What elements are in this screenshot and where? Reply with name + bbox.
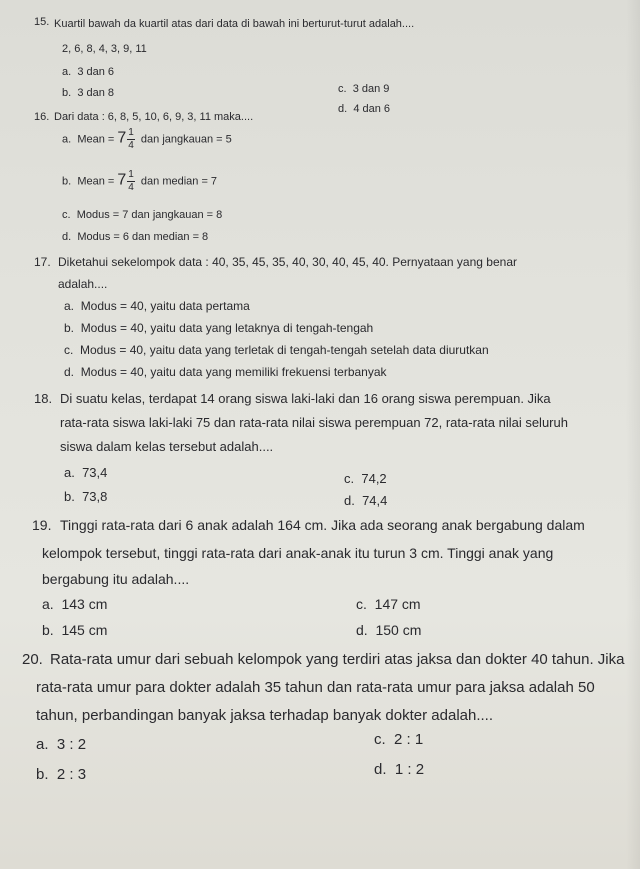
option-text: 3 : 2: [56, 736, 87, 753]
option-text: 2 : 1: [394, 731, 424, 748]
q19-option-a: [42, 597, 107, 611]
q16-option-d: [62, 232, 208, 243]
q15-option-b: [62, 88, 114, 99]
q15-option-a: [62, 67, 114, 78]
q17-option-b: [64, 322, 373, 334]
option-letter: b.: [36, 766, 49, 783]
q19-question-line1: Tinggi rata-rata dari 6 anak adalah 164 cm. Jika ada seorang anak bergabung dalam: [60, 517, 585, 533]
option-text: Modus = 40, yaitu data pertama: [80, 299, 250, 313]
option-text: 74,4: [362, 493, 388, 508]
q20-option-b: [36, 767, 86, 782]
fraction: $\frac{1}{4}$: [128, 169, 134, 193]
option-letter: d.: [374, 761, 387, 778]
q16-question: Dari data : 6, 8, 5, 10, 6, 9, 3, 11 maka....: [54, 111, 254, 123]
q15-question: Kuartil bawah da kuartil atas dari data di bawah ini berturut-turut adalah....: [54, 18, 415, 30]
q15-option-d: [338, 104, 390, 115]
q19-question-line2: kelompok tersebut, tinggi rata-rata dari anak-anak itu turun 3 cm. Tinggi anak yang: [42, 545, 554, 561]
q18-option-b: [64, 490, 107, 503]
option-text: 3 dan 8: [77, 87, 115, 99]
q18-question-line3: siswa dalam kelas tersebut adalah....: [60, 439, 274, 454]
q19-option-b: [42, 623, 107, 637]
q18-number: 18.: [34, 391, 53, 406]
option-letter: c.: [62, 209, 71, 221]
option-text: 2 : 3: [56, 766, 87, 783]
option-letter: a.: [62, 66, 72, 78]
q18-question-line2: rata-rata siswa laki-laki 75 dan rata-rata nilai siswa perempuan 72, rata-rata nilai seluruh: [60, 415, 568, 430]
q20-option-a: [36, 737, 86, 752]
option-letter: a.: [64, 465, 75, 480]
q18-question-line1: Di suatu kelas, terdapat 14 orang siswa laki-laki dan 16 orang siswa perempuan. Jika: [60, 391, 551, 406]
q20-option-c: [374, 732, 423, 747]
option-text: 73,4: [82, 465, 108, 480]
q16-option-a: a. Mean = 7 $\frac{1}{4}$ dan jangkauan = 5: [62, 127, 232, 151]
option-text: Modus = 40, yaitu data yang letaknya di tengah-tengah: [80, 321, 374, 335]
q19-option-d: [356, 623, 421, 637]
q17-option-c: [64, 344, 489, 356]
q19-question-line3: bergabung itu adalah....: [42, 571, 190, 587]
option-letter: a.: [64, 299, 75, 313]
option-letter: b.: [42, 622, 54, 638]
option-letter: d.: [356, 622, 368, 638]
q19-option-c: [356, 597, 421, 611]
option-letter: a.: [62, 133, 72, 146]
option-letter: a.: [42, 596, 54, 612]
option-letter: d.: [338, 103, 348, 115]
q20-question-line3: tahun, perbandingan banyak jaksa terhadap banyak dokter adalah....: [36, 707, 494, 724]
option-text: Modus = 6 dan median = 8: [77, 231, 209, 243]
q20-question-line2: rata-rata umur para dokter adalah 35 tahun dan rata-rata umur para jaksa adalah 50: [36, 679, 595, 696]
option-letter: b.: [64, 489, 75, 504]
option-letter: a.: [36, 736, 49, 753]
option-letter: c.: [356, 596, 367, 612]
option-text: 147 cm: [374, 596, 421, 612]
q18-option-d: [344, 494, 387, 507]
option-letter: d.: [62, 231, 72, 243]
option-letter: c.: [64, 343, 74, 357]
q20-option-d: [374, 762, 424, 777]
q18-option-a: [64, 466, 107, 479]
q17-option-a: [64, 300, 250, 312]
option-text: 143 cm: [61, 596, 108, 612]
option-text: Modus = 40, yaitu data yang terletak di tengah-tengah setelah data diurutkan: [80, 343, 489, 357]
option-text: 4 dan 6: [353, 103, 391, 115]
q17-number: 17.: [34, 255, 51, 269]
option-text: 3 dan 9: [352, 83, 390, 95]
option-text: Modus = 7 dan jangkauan = 8: [76, 209, 223, 221]
q20-question-line1: Rata-rata umur dari sebuah kelompok yang terdiri atas jaksa dan dokter 40 tahun. Jika: [50, 651, 625, 668]
option-letter: b.: [62, 87, 72, 99]
option-letter: c.: [338, 83, 347, 95]
option-text: 1 : 2: [394, 761, 425, 778]
option-letter: b.: [64, 321, 75, 335]
q16-option-b: b. Mean = 7 $\frac{1}{4}$ dan median = 7: [62, 169, 218, 193]
option-letter: c.: [344, 471, 355, 486]
q15-option-c: [338, 84, 389, 95]
option-text: 74,2: [361, 471, 387, 486]
q18-option-c: [344, 472, 387, 485]
fraction: $\frac{1}{4}$: [128, 127, 134, 151]
option-letter: b.: [62, 175, 72, 188]
q19-number: 19.: [32, 517, 52, 533]
option-text: 145 cm: [61, 622, 108, 638]
q20-number: 20.: [22, 651, 43, 668]
q16-number: 16.: [34, 111, 50, 123]
option-letter: d.: [344, 493, 355, 508]
q15-number: 15.: [34, 16, 50, 28]
q17-option-d: [64, 366, 387, 378]
option-text: 150 cm: [375, 622, 422, 638]
q17-question-line2: adalah....: [58, 277, 108, 291]
option-text: 3 dan 6: [77, 66, 115, 78]
q17-question-line1: Diketahui sekelompok data : 40, 35, 45, 35, 40, 30, 40, 45, 40. Pernyataan yang benar: [58, 255, 517, 269]
q16-option-c: [62, 210, 222, 221]
option-letter: d.: [64, 365, 75, 379]
q15-data: 2, 6, 8, 4, 3, 9, 11: [62, 43, 147, 55]
option-text: 73,8: [82, 489, 108, 504]
page-edge-shadow: [626, 0, 640, 869]
option-text: Modus = 40, yaitu data yang memiliki frekuensi terbanyak: [80, 365, 387, 379]
option-letter: c.: [374, 731, 386, 748]
